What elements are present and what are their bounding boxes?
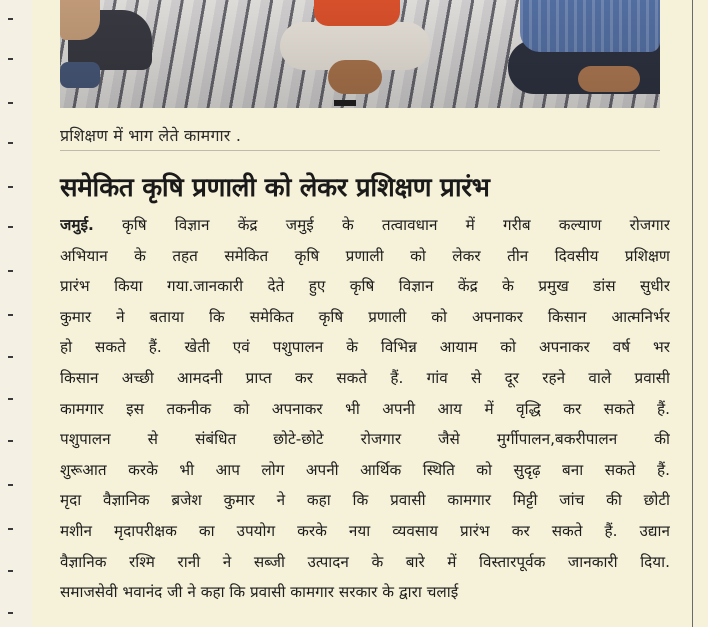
page-margin: [708, 0, 718, 627]
news-photo: [60, 0, 660, 108]
adjacent-column-print-marks: [8, 0, 14, 627]
article-line: पशुपालन से संबंधित छोटे-छोटे रोजगार जैसे मुर्गीपालन,बकरीपालन की: [60, 430, 670, 449]
article-line: अभियान के तहत समेकित कृषि प्रणाली को लेकर तीन दिवसीय प्रशिक्षण: [60, 246, 670, 265]
article-line: किसान अच्छी आमदनी प्राप्त कर सकते हैं. गांव से दूर रहने वाले प्रवासी: [60, 368, 670, 387]
article-line: शुरूआत करके भी आप लोग अपनी आर्थिक स्थिति को सुदृढ़ बना सकते हैं.: [60, 460, 670, 479]
column-divider: [692, 0, 693, 627]
photo-caption: प्रशिक्षण में भाग लेते कामगार .: [60, 126, 242, 145]
article-line: मृदा वैज्ञानिक ब्रजेश कुमार ने कहा कि प्रवासी कामगार मिट्टी जांच की छोटी: [60, 491, 670, 510]
article-body: [60, 210, 670, 608]
headline: समेकित कृषि प्रणाली को लेकर प्रशिक्षण प्रारंभ: [60, 173, 490, 203]
adjacent-column-edge: [0, 0, 32, 627]
article-line-text: कृषि विज्ञान केंद्र जमुई के तत्वावधान में गरीब कल्याण रोजगार: [122, 216, 670, 234]
article-line: वैज्ञानिक रश्मि रानी ने सब्जी उत्पादन के बारे में विस्तारपूर्वक जानकारी दिया.: [60, 552, 670, 571]
article-line: हो सकते हैं. खेती एवं पशुपालन के विभिन्न आयाम को अपनाकर वर्ष भर: [60, 338, 670, 357]
article-line: कामगार इस तकनीक को अपनाकर भी अपनी आय में वृद्धि कर सकते हैं.: [60, 399, 670, 418]
article-line: [60, 210, 670, 241]
article-line: कुमार ने बताया कि समेकित कृषि प्रणाली को अपनाकर किसान आत्मनिर्भर: [60, 307, 670, 326]
article-line: प्रारंभ किया गया.जानकारी देते हुए कृषि विज्ञान केंद्र के प्रमुख डांस सुधीर: [60, 277, 670, 296]
caption-divider: [60, 150, 660, 151]
article-line: समाजसेवी भवानंद जी ने कहा कि प्रवासी कामगार सरकार के द्वारा चलाई: [60, 583, 459, 602]
dateline: जमुई.: [60, 216, 94, 234]
article-line: मशीन मृदापरीक्षक का उपयोग करके नया व्यवसाय प्रारंभ कर सकते हैं. उद्यान: [60, 521, 670, 540]
